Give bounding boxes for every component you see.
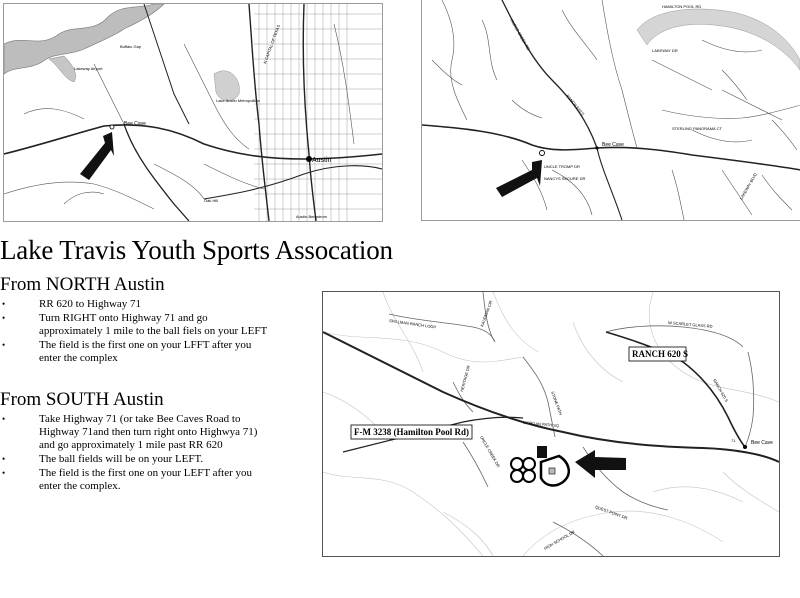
- label-uncle-creek: UNCLE CREEK DR: [479, 435, 502, 469]
- label-capital-of-texas: N CAPITAL OF TEXAS: [262, 24, 281, 65]
- label-morgan-path: MORGAN PATH SQ: [522, 420, 560, 429]
- label-ranch-620: RANCH 620 S: [565, 93, 586, 117]
- bullet: •: [2, 468, 6, 478]
- label-bee-cave: Bee Cave: [124, 121, 146, 127]
- label-ranch-620-road: RANCH 620 S: [712, 378, 730, 403]
- bullet: •: [2, 454, 6, 464]
- local-map: [421, 0, 800, 221]
- list-item: [0, 453, 269, 466]
- label-stone-path: STONE PATH: [550, 390, 564, 416]
- list-item: [0, 312, 269, 338]
- lake-travis-arm: [49, 56, 76, 82]
- label-hurst-creek: HURST CREEK RD: [509, 18, 532, 52]
- lakeway-loop: [637, 9, 800, 70]
- north-step-2: Turn RIGHT onto Highway 71 and go approximately 1 mile to the ball fiels on your LEFT: [39, 312, 268, 337]
- south-list: [0, 413, 310, 493]
- page-title: Lake Travis Youth Sports Assocation: [0, 235, 393, 265]
- ball-fields-complex: [511, 446, 569, 485]
- label-w-scarlet: W SCARLET GLASS RD: [667, 320, 713, 329]
- label-kaufman: KAUFMAN CIR: [479, 299, 494, 328]
- fm3238-box-label: [351, 425, 472, 439]
- bee-cave-marker: [110, 125, 114, 129]
- label-high-school-dr: HIGH SCHOOL DR: [543, 529, 576, 551]
- bullet: •: [2, 414, 6, 424]
- list-item: [0, 467, 269, 493]
- label-bee-cave: Bee Cave: [751, 440, 773, 446]
- lake-austin: [214, 71, 239, 101]
- regional-map-drawing: [4, 4, 382, 221]
- label-buffalo-gap: Buffalo Gap: [120, 44, 142, 49]
- label-nancys-way: NANCYS SECURE DR: [544, 176, 586, 181]
- label-lakeway-dr: LAKEWAY DR: [652, 48, 678, 53]
- local-major-roads: [422, 0, 800, 220]
- diamond: [549, 468, 555, 474]
- bee-cave-intersection: [595, 146, 598, 149]
- south-directions: [0, 389, 310, 494]
- north-heading: From NORTH Austin: [0, 274, 165, 295]
- label-quest-point: QUEST POINT DR: [594, 504, 629, 521]
- location-arrow: [575, 450, 626, 478]
- regional-map: [3, 3, 383, 222]
- south-step-3: The field is the first one on your LEFT after you enter the complex.: [39, 467, 253, 492]
- list-item: [0, 339, 269, 365]
- list-item: [0, 413, 269, 452]
- fields-map-drawing: [323, 292, 779, 556]
- label-hamilton-pool: HAMILTON POOL RD: [662, 4, 702, 9]
- list-item: [0, 298, 269, 311]
- bullet: •: [2, 313, 6, 323]
- fields-map: [322, 291, 780, 557]
- south-heading: From SOUTH Austin: [0, 389, 164, 410]
- label-uncle-drive: UNCLE TROMP DR: [544, 164, 580, 169]
- local-map-drawing: [422, 0, 800, 220]
- fm3238-box-text: F-M 3238 (Hamilton Pool Rd): [354, 427, 469, 437]
- north-step-3: The field is the first one on your LFFT after you enter the complex: [39, 339, 252, 364]
- fields-minor-roads: [389, 292, 754, 556]
- label-oak-hill: Oak Hill: [204, 198, 219, 203]
- label-austin: Austin: [312, 157, 332, 164]
- parking-building: [537, 446, 547, 458]
- fields-cluster-west: [511, 458, 535, 482]
- label-lakeway-airport: Lakeway Airport: [74, 66, 103, 71]
- ranch-620-box-label: [629, 347, 688, 361]
- ranch-620-box-text: RANCH 620 S: [632, 349, 689, 359]
- label-bee-cave: Bee Cave: [602, 142, 624, 148]
- bullet: •: [2, 299, 6, 309]
- location-arrow: [496, 160, 542, 197]
- label-heritage: HERITAGE DR: [459, 364, 471, 393]
- bee-cave-intersection: [743, 445, 747, 449]
- bullet: •: [2, 340, 6, 350]
- label-lake-austin: Lake Austin Metropolitan: [216, 98, 260, 103]
- fields-major-roads: [323, 332, 779, 462]
- lake-travis: [4, 4, 164, 74]
- label-austin-bergstrom: Austin-Bergstrom: [296, 214, 327, 219]
- north-step-1: RR 620 to Highway 71: [39, 298, 142, 310]
- north-list: [0, 298, 310, 365]
- south-step-2: The ball fields will be on your LEFT.: [39, 453, 204, 465]
- location-arrow: [80, 132, 114, 180]
- label-spillman-ranch: SPILLMAN RANCH LOOP: [388, 318, 437, 330]
- label-sterling: STERLING PANORAMA CT: [672, 126, 722, 131]
- label-hw-71: 71: [731, 438, 736, 443]
- field-location-marker: [540, 151, 545, 156]
- label-lakeway-blvd: LAKEWAY BLVD: [738, 171, 758, 201]
- south-step-1: Take Highway 71 (or take Bee Caves Road to Highway 71and then turn right onto Highwya 71) and go approximately 1 mile past RR 620: [39, 413, 258, 451]
- north-directions: [0, 274, 310, 366]
